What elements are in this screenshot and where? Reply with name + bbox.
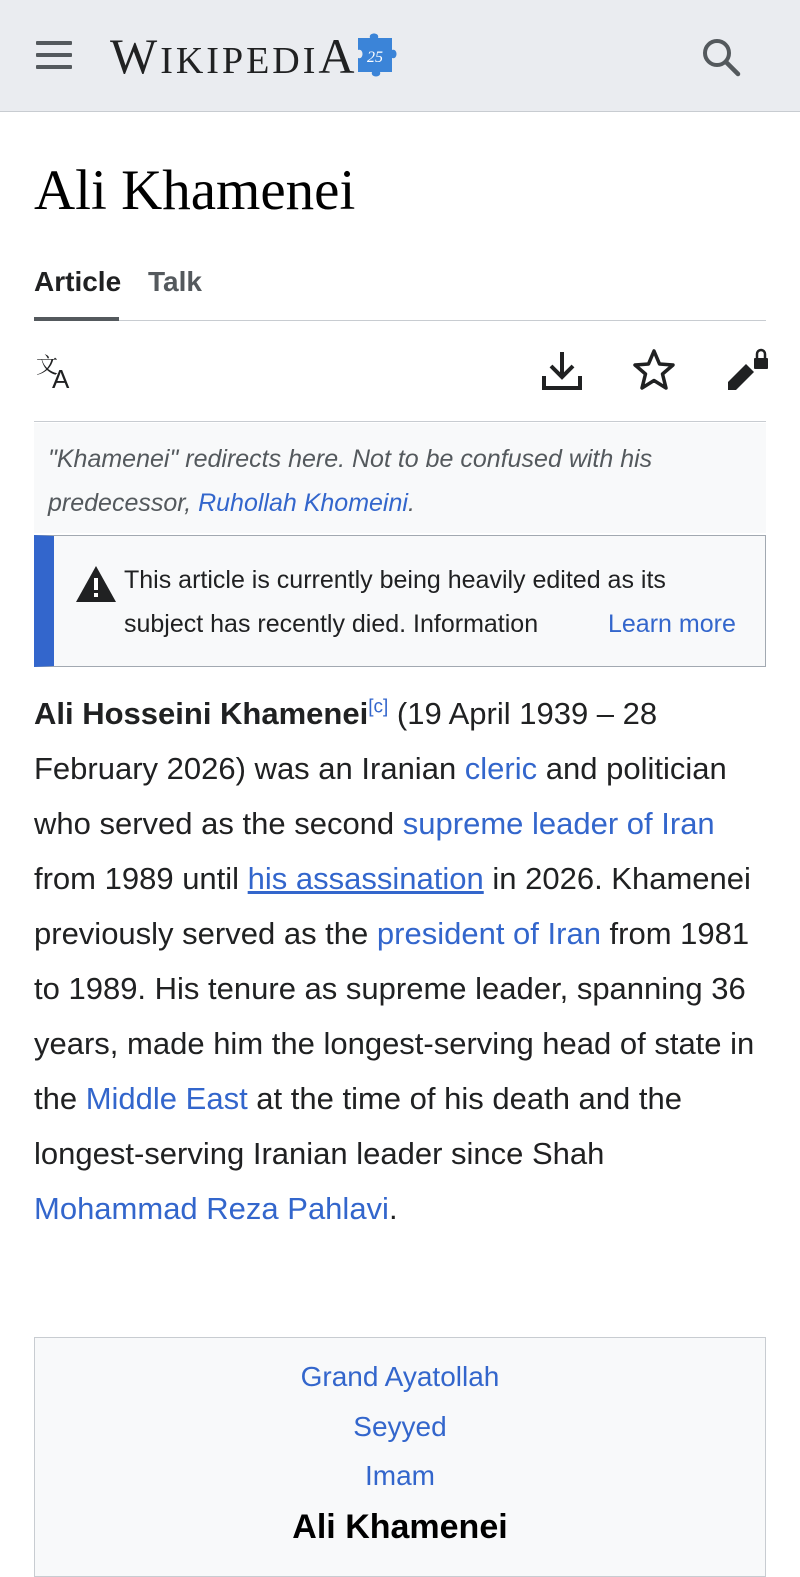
- wikipedia-wordmark: WIKIPEDIA: [110, 28, 358, 84]
- puzzle-globe-25-icon: [352, 28, 404, 80]
- notice-text: [124, 558, 666, 646]
- hamburger-menu-icon[interactable]: [34, 38, 74, 72]
- search-icon[interactable]: [700, 36, 742, 78]
- infobox: [34, 1337, 766, 1577]
- article-tabs: [34, 260, 766, 321]
- link-cleric[interactable]: cleric: [464, 751, 538, 786]
- warning-icon: [74, 564, 118, 604]
- link-middle-east[interactable]: Middle East: [85, 1081, 248, 1116]
- tab-article[interactable]: Article: [34, 266, 122, 297]
- notice-line1: This article is currently being heavily edited as its: [124, 566, 666, 594]
- link-supreme-leader-of-iran[interactable]: supreme leader of Iran: [402, 806, 715, 841]
- wikipedia-logo[interactable]: [110, 26, 404, 86]
- lead-paragraph: [34, 686, 774, 1236]
- reference-sup: [368, 697, 388, 718]
- link-his-assassination[interactable]: his assassination: [247, 861, 484, 896]
- infobox-name: Ali Khamenei: [292, 1507, 508, 1546]
- learn-more-link[interactable]: Learn more: [608, 610, 736, 638]
- svg-text:25: 25: [366, 49, 383, 66]
- honorific-imam[interactable]: Imam: [365, 1460, 435, 1491]
- top-header: [0, 0, 800, 112]
- svg-text:文: 文: [36, 354, 59, 379]
- star-icon[interactable]: [632, 348, 676, 392]
- lead-text: and politician who served as the second: [34, 751, 727, 841]
- lead-text: at the time of his death and the longest-serving Iranian leader since Shah: [34, 1081, 682, 1171]
- honorific-seyyed[interactable]: Seyyed: [353, 1410, 447, 1442]
- download-icon[interactable]: [540, 348, 584, 392]
- page-actions-bar: [34, 322, 766, 422]
- hatnote-suffix: .: [407, 489, 415, 517]
- hatnote: [34, 423, 766, 533]
- lead-text: (19 April 1939 – 28 February 2026) was an Iranian: [34, 696, 658, 786]
- honorific-grand-ayatollah[interactable]: Grand Ayatollah: [300, 1361, 500, 1392]
- svg-text:A: A: [52, 364, 70, 394]
- edit-locked-icon[interactable]: [724, 348, 768, 392]
- link-president-of-iran[interactable]: president of Iran: [376, 916, 601, 951]
- notice-line2: subject has recently died. Information: [124, 610, 539, 638]
- current-event-notice: [34, 535, 766, 667]
- link-mohammad-reza-pahlavi[interactable]: Mohammad Reza Pahlavi: [34, 1191, 389, 1226]
- lead-text: .: [388, 1191, 398, 1226]
- lead-text: from 1989 until: [34, 861, 248, 896]
- subject-name: Ali Hosseini Khamenei: [34, 696, 369, 731]
- active-tab-indicator: [34, 317, 119, 321]
- hatnote-line1: "Khamenei" redirects here. Not to be confused with his: [48, 445, 653, 473]
- hatnote-link-ruhollah-khomeini[interactable]: Ruhollah Khomeini: [198, 489, 408, 517]
- hatnote-prefix: predecessor,: [48, 489, 199, 517]
- language-icon[interactable]: [34, 348, 78, 392]
- lead-text: in 2026. Khamenei previously served as the: [34, 861, 751, 951]
- lead-text: from 1981 to 1989. His tenure as supreme leader, spanning 36 years, made him the longest-serving head of state in the: [34, 916, 755, 1116]
- footnote-c-link[interactable]: [c]: [368, 696, 389, 718]
- page-title: Ali Khamenei: [34, 159, 356, 222]
- tab-talk[interactable]: Talk: [148, 266, 202, 297]
